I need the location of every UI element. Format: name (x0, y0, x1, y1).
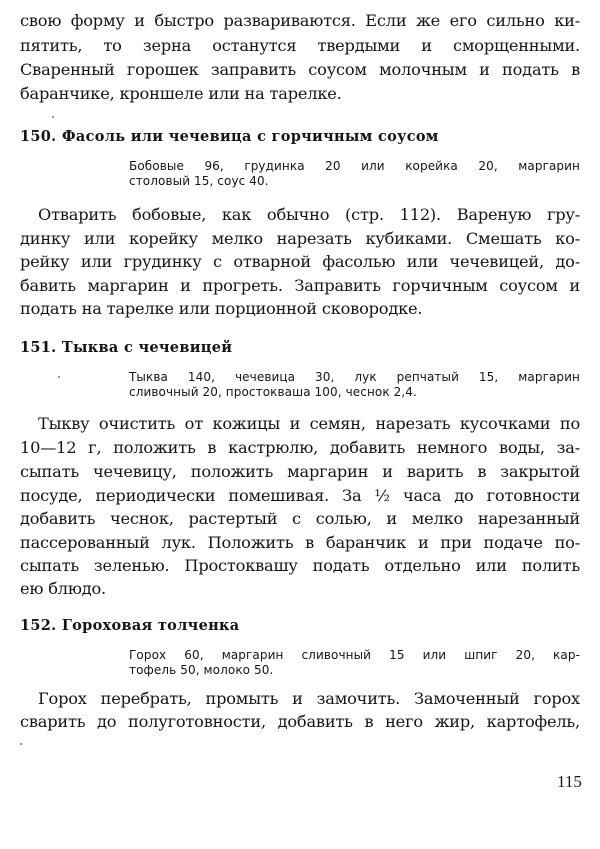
text-line: Отварить бобовые, как обычно (стр. 112). Вареную гру- (38, 205, 580, 224)
ingredients-line: тофель 50, молоко 50. (129, 663, 274, 677)
text-line: Тыкву очистить от кожицы и семян, нарезать кусочками по (38, 414, 580, 433)
ingredients-line: Бобовые 96, грудинка 20 или корейка 20, маргарин (129, 159, 580, 173)
text-line: Сваренный горошек заправить соусом молочным и подать в (20, 60, 580, 79)
scan-speck (20, 743, 22, 745)
ingredients-line: столовый 15, соус 40. (129, 174, 269, 188)
text-line: сыпать чечевицу, положить маргарин и варить в закрытой (20, 462, 580, 481)
page-number: 115 (557, 772, 582, 791)
text-line: сыпать зеленью. Простоквашу подать отдельно или полить (20, 556, 580, 575)
text-line: посуде, периодически помешивая. За ½ часа до готовности (20, 486, 580, 505)
text-line: свою форму и быстро развариваются. Если же его сильно ки- (20, 11, 580, 30)
text-line: 10—12 г, положить в кастрюлю, добавить немного воды, за- (20, 438, 580, 457)
text-line: динку или корейку мелко нарезать кубиками. Смешать ко- (20, 229, 580, 248)
text-line: добавить чеснок, растертый с солью, и мелко нарезанный (20, 509, 580, 528)
text-line: пассерованный лук. Положить в баранчик и при подаче по- (20, 533, 580, 552)
text-line: ею блюдо. (20, 579, 106, 598)
recipe-heading: 151. Тыква с чечевицей (20, 339, 233, 356)
ingredients-line: Тыква 140, чечевица 30, лук репчатый 15, маргарин (129, 370, 580, 384)
recipe-heading: 152. Гороховая толченка (20, 617, 240, 634)
text-line: рейку или грудинку с отварной фасолью или чечевицей, до- (20, 252, 580, 271)
text-line: Горох перебрать, промыть и замочить. Замоченный горох (38, 689, 580, 708)
ingredients-line: Горох 60, маргарин сливочный 15 или шпиг 20, кар- (129, 648, 580, 662)
text-line: бавить маргарин и прогреть. Заправить горчичным соусом и (20, 276, 580, 295)
scan-speck (58, 376, 60, 378)
text-line: баранчике, кроншеле или на тарелке. (20, 84, 342, 103)
text-line: подать на тарелке или порционной сковородке. (20, 299, 423, 318)
scan-speck (52, 116, 54, 118)
ingredients-line: сливочный 20, простокваша 100, чеснок 2,4. (129, 385, 417, 399)
text-line: пятить, то зерна останутся твердыми и сморщенными. (20, 36, 580, 55)
text-line: сварить до полуготовности, добавить в него жир, картофель, (20, 712, 580, 731)
recipe-heading: 150. Фасоль или чечевица с горчичным соусом (20, 128, 439, 145)
